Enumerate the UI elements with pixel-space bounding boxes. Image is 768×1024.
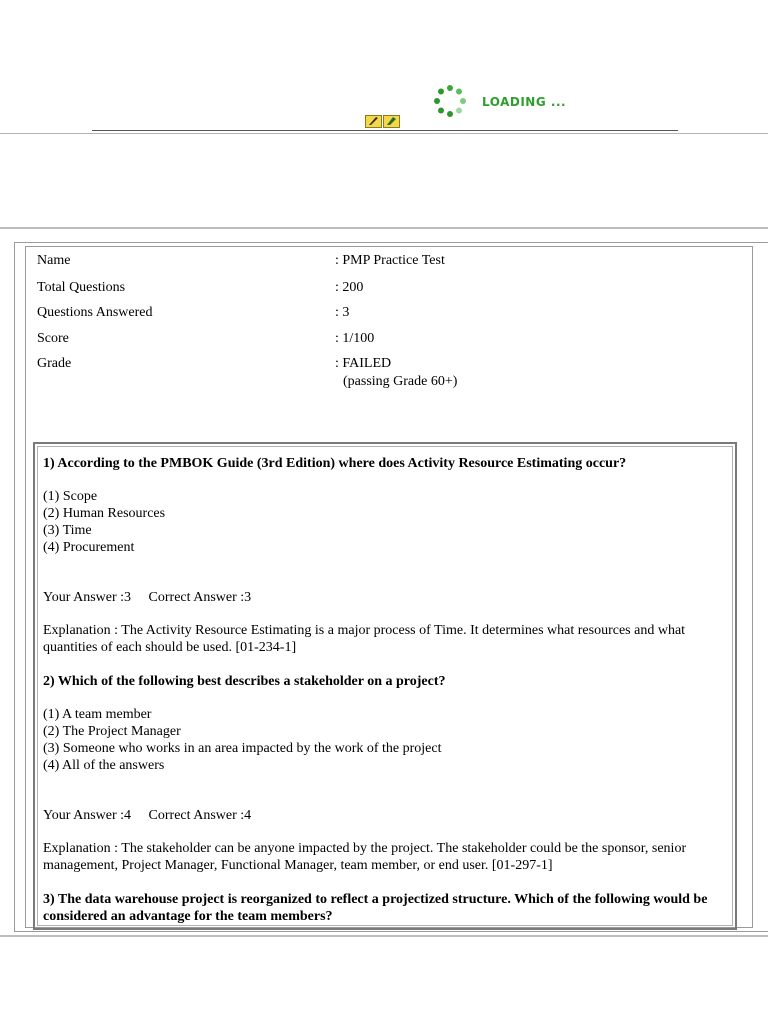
label-grade: Grade xyxy=(37,356,72,371)
value-questions-answered: : 3 xyxy=(335,305,350,320)
question-2-answer: Your Answer :4 Correct Answer :4 xyxy=(43,808,252,823)
value-name: : PMP Practice Test xyxy=(335,253,445,268)
grade-note: (passing Grade 60+) xyxy=(343,374,458,389)
questions-box xyxy=(33,442,737,930)
loading-label: LOADING ... xyxy=(482,95,567,109)
question-2-explanation: Explanation : The stakeholder can be anyone impacted by the project. The stakeholder could be the sponsor, senior management, Project Manager, Functional Manager, team member, or end user. [01-297-1] xyxy=(43,841,687,873)
label-name: Name xyxy=(37,253,71,268)
tool-button-pencil[interactable] xyxy=(365,115,382,128)
value-total-questions: : 200 xyxy=(335,280,364,295)
highlight-icon xyxy=(386,117,397,126)
question-2 xyxy=(43,673,728,874)
loading-spinner-icon xyxy=(434,85,466,117)
question-1-explanation: Explanation : The Activity Resource Estimating is a major process of Time. It determines what resources and what quantities of each should be used. [01-234-1] xyxy=(43,623,686,655)
value-grade: : FAILED xyxy=(335,356,392,371)
question-2-title: 2) Which of the following best describes a stakeholder on a project? xyxy=(43,674,446,689)
question-3-title: 3) The data warehouse project is reorganized to reflect a projectized structure. Which of the following would be considered an advantage for the team members? xyxy=(43,892,708,924)
label-questions-answered: Questions Answered xyxy=(37,305,153,320)
pencil-icon xyxy=(368,117,379,126)
tool-button-highlight[interactable] xyxy=(383,115,400,128)
viewer-toolbar xyxy=(365,115,403,129)
option-3: (3) Time xyxy=(43,523,92,538)
question-2-options xyxy=(43,706,728,774)
option-2: (2) The Project Manager xyxy=(43,724,181,739)
option-1: (1) A team member xyxy=(43,707,152,722)
content-divider xyxy=(0,227,768,229)
bottom-divider xyxy=(0,935,768,937)
top-divider xyxy=(0,133,768,134)
option-4: (4) All of the answers xyxy=(43,758,165,773)
question-1-answer: Your Answer :3 Correct Answer :3 xyxy=(43,590,252,605)
label-score: Score xyxy=(37,331,69,346)
value-score: : 1/100 xyxy=(335,331,375,346)
header-divider xyxy=(92,130,678,131)
questions-scroll-area[interactable] xyxy=(37,446,733,926)
option-4: (4) Procurement xyxy=(43,540,135,555)
label-total-questions: Total Questions xyxy=(37,280,126,295)
question-1-options xyxy=(43,488,728,556)
option-3: (3) Someone who works in an area impacted by the work of the project xyxy=(43,741,442,756)
question-3 xyxy=(43,891,728,925)
question-1 xyxy=(43,455,728,656)
question-1-title: 1) According to the PMBOK Guide (3rd Edition) where does Activity Resource Estimating occur? xyxy=(43,456,627,471)
option-1: (1) Scope xyxy=(43,489,98,504)
option-2: (2) Human Resources xyxy=(43,506,166,521)
